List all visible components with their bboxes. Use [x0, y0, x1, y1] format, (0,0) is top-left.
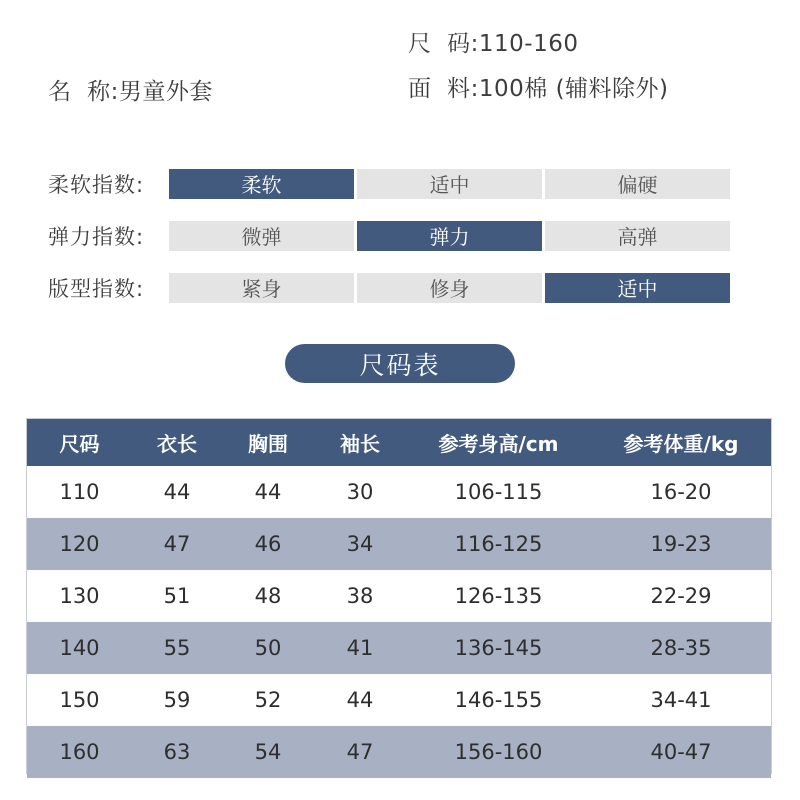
- fit-index-row: [48, 272, 730, 303]
- table-header-cell: 参考身高/cm: [438, 432, 559, 456]
- size-table: [26, 418, 772, 774]
- table-cell: 54: [254, 740, 282, 764]
- table-row: [27, 674, 771, 726]
- softness-option-medium: 适中: [357, 169, 542, 199]
- table-cell: 41: [346, 636, 374, 660]
- table-row: [27, 622, 771, 674]
- table-cell: 160: [59, 740, 100, 764]
- elasticity-option-slight: 微弹: [169, 221, 354, 251]
- table-cell: 47: [346, 740, 374, 764]
- size-chart-title: 尺码表: [285, 344, 515, 383]
- table-cell: 40-47: [650, 740, 712, 764]
- table-cell: 140: [59, 636, 100, 660]
- table-header-cell: 袖长: [340, 432, 380, 456]
- table-header-row: [27, 419, 771, 466]
- table-cell: 34-41: [650, 688, 712, 712]
- product-name-text: 名 称:男童外套: [48, 79, 213, 105]
- table-row: [27, 726, 771, 778]
- elasticity-option-stretch: 弹力: [357, 221, 542, 251]
- table-row: [27, 518, 771, 570]
- elasticity-index-label: 弹力指数:: [48, 224, 145, 249]
- table-cell: 120: [59, 532, 100, 556]
- table-header-cell: 参考体重/kg: [623, 432, 739, 456]
- table-cell: 63: [163, 740, 191, 764]
- table-row: [27, 466, 771, 518]
- table-cell: 19-23: [650, 532, 712, 556]
- table-cell: 55: [163, 636, 191, 660]
- table-cell: 116-125: [454, 532, 543, 556]
- table-cell: 28-35: [650, 636, 712, 660]
- table-header-cell: 胸围: [248, 432, 288, 456]
- table-cell: 22-29: [650, 584, 712, 608]
- table-cell: 48: [254, 584, 282, 608]
- softness-option-hard: 偏硬: [545, 169, 730, 199]
- softness-index-label: 柔软指数:: [48, 172, 145, 197]
- table-row: [27, 570, 771, 622]
- table-cell: 38: [346, 584, 374, 608]
- softness-index-row: [48, 168, 730, 199]
- fit-option-tight: 紧身: [169, 273, 354, 303]
- table-cell: 44: [346, 688, 374, 712]
- elasticity-option-high: 高弹: [545, 221, 730, 251]
- table-cell: 156-160: [454, 740, 543, 764]
- table-cell: 110: [59, 480, 100, 504]
- fit-option-slim: 修身: [357, 273, 542, 303]
- table-cell: 51: [163, 584, 191, 608]
- size-range-text: 尺 码:110-160: [408, 31, 579, 57]
- elasticity-index-row: [48, 220, 730, 251]
- table-cell: 47: [163, 532, 191, 556]
- table-cell: 16-20: [650, 480, 712, 504]
- table-cell: 46: [254, 532, 282, 556]
- table-cell: 126-135: [454, 584, 543, 608]
- table-cell: 44: [254, 480, 282, 504]
- softness-option-soft: 柔软: [169, 169, 354, 199]
- table-cell: 50: [254, 636, 282, 660]
- table-cell: 59: [163, 688, 191, 712]
- fit-option-regular: 适中: [545, 273, 730, 303]
- table-cell: 30: [346, 480, 374, 504]
- table-cell: 34: [346, 532, 374, 556]
- table-cell: 136-145: [454, 636, 543, 660]
- table-cell: 106-115: [454, 480, 543, 504]
- table-header-cell: 尺码: [59, 432, 100, 456]
- table-cell: 150: [59, 688, 100, 712]
- table-cell: 130: [59, 584, 100, 608]
- table-cell: 52: [254, 688, 282, 712]
- table-cell: 146-155: [454, 688, 543, 712]
- fabric-text: 面 料:100棉 (辅料除外): [408, 76, 669, 102]
- fit-index-label: 版型指数:: [48, 276, 145, 301]
- table-header-cell: 衣长: [157, 432, 197, 456]
- table-cell: 44: [163, 480, 191, 504]
